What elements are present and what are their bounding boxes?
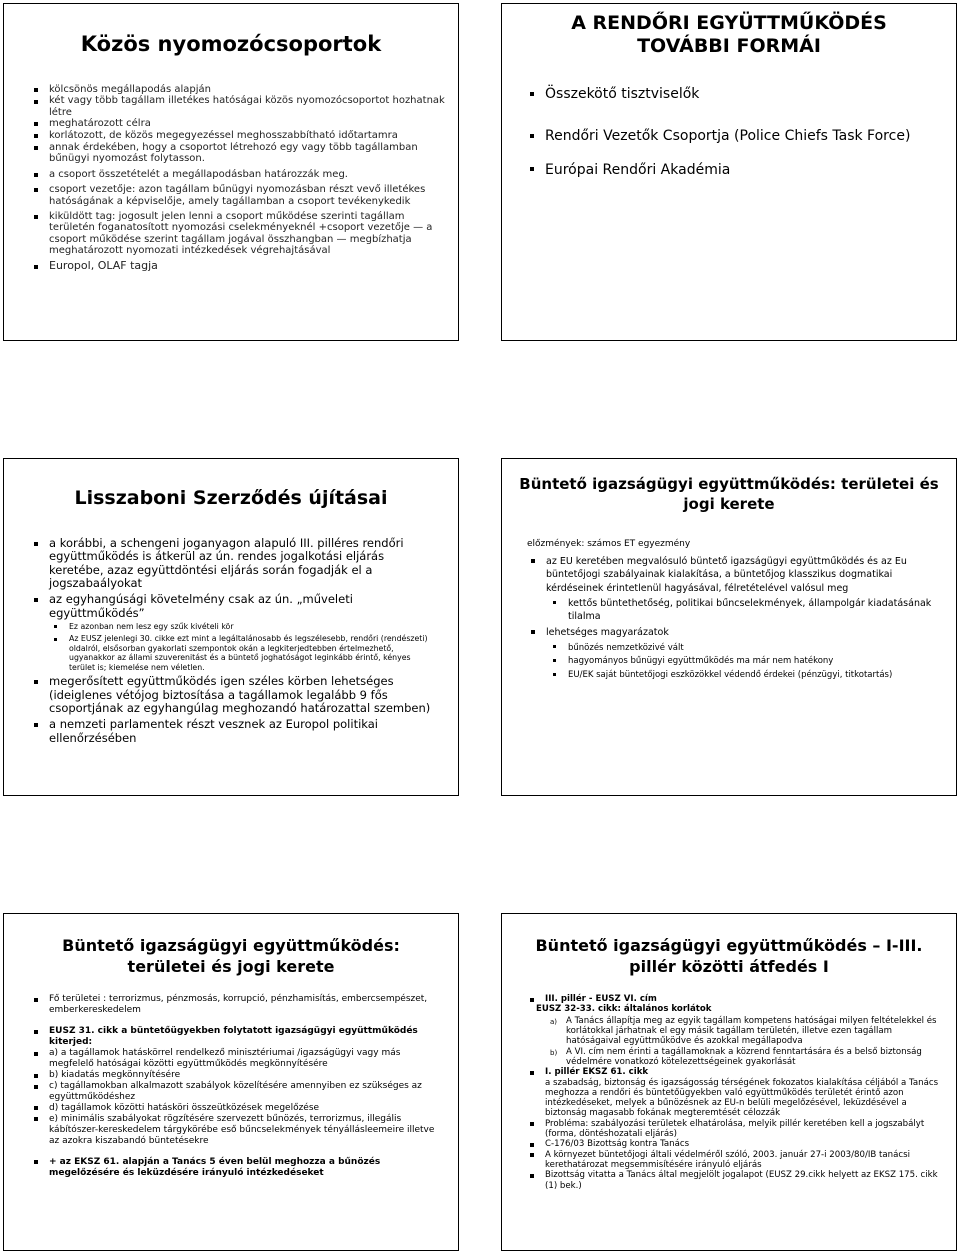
list-item: kölcsönös megállapodás alapján	[30, 84, 448, 95]
sub-list-item: kettős büntethetőség, politikai bűncselekmények, állampolgár kiadatásának tilalma	[549, 597, 942, 624]
list-item: Rendőri Vezetők Csoportja (Police Chiefs Task Force)	[526, 128, 940, 145]
list-item: lehetséges magyarázatok	[527, 626, 942, 639]
slide-title: A RENDŐRI EGYÜTTMŰKÖDÉS TOVÁBBI FORMÁI	[571, 12, 887, 57]
slide-title: Büntető igazságügyi együttműködés: területei és jogi kerete	[519, 475, 939, 513]
list-item: annak érdekében, hogy a csoportot létrehozó egy vagy több tagállamban bűnügyi nyomozást folytasson.	[30, 142, 448, 165]
list-item: a nemzeti parlamentek részt vesznek az Europol politikai ellenőrzésében	[30, 718, 434, 745]
list-item: d) tagállamok közötti hatásköri összeütközések megelőzése	[30, 1103, 442, 1114]
sub-list-item: Az EUSZ jelenlegi 30. cikke ezt mint a legáltalánosabb és legszélesebb, rendőri (rendészeti) oldalról, elsősorban gyakorlati szempontok okán a legkiterjedtebben értelmezhető, ugyanakkor az állami szuverenitást és a büntető joghatóságot leginkább érintő, kényes terület is; kiemelése nem véletlen.	[50, 634, 434, 672]
slide-title: Közös nyomozócsoportok	[80, 32, 382, 56]
bullet-list	[30, 537, 434, 745]
item-text: A Tanács állapítja meg az egyik tagállam kompetens hatóságai milyen feltételekkel és korlátokkal járhatnak el egy másik tagállam területén, illetve ezen tagállam hatóságaival együttműködve és azokkal megállapodva	[566, 1015, 937, 1047]
list-paragraph: a szabadság, biztonság és igazságosság térségének fokozatos kialakítása céljából a Tanács meghozza a rendőri és büntetőügyekben való együttműködés területét érintő azon intézkedéseket, melyek a bűnözésnek az EU-n belüli megelőzésével, leküzdésével a biztonság magasabb fokának megteremtését célozzák	[545, 1077, 939, 1119]
bullet-list	[30, 994, 442, 1179]
list-item: csoport vezetője: azon tagállam bűnügyi nyomozásban részt vevő illetékes hatóságának a képviselője, amely tagállamban a csoport tevékenykedik	[30, 184, 448, 207]
slide-kozos-nyomozocsoportok	[3, 3, 459, 341]
list-item: az egyhangúsági követelmény csak az ún. „műveleti együttműködés”	[30, 593, 434, 620]
slide-bunteto-igazsagugyi-2	[3, 913, 459, 1251]
list-item: meghatározott célra	[30, 118, 448, 129]
list-item: Fő területei : terrorizmus, pénzmosás, korrupció, pénzhamisítás, embercsempészet, emberkereskedelem	[30, 994, 442, 1016]
list-item: III. pillér - EUSZ VI. cím	[526, 994, 944, 1004]
slide-lisszaboni-szerzodes	[3, 458, 459, 796]
list-item: I. pillér EKSZ 61. cikk	[526, 1067, 944, 1077]
sub-list-container	[30, 622, 434, 673]
list-item: A környezet büntetőjogi általi védelméről szóló, 2003. január 27-i 2003/80/IB tanácsi kerethatározat megsemmisítésére irányuló eljárás	[526, 1150, 944, 1171]
list-item: Európai Rendőri Akadémia	[526, 162, 940, 179]
slide-title: Lisszaboni Szerződés újításai	[74, 487, 388, 509]
slide-title: Büntető igazságügyi együttműködés: területei és jogi kerete	[62, 936, 400, 976]
list-item: c) tagállamokban alkalmazott szabályok közelítésére amennyiben ez szükséges az együttműködéshez	[30, 1081, 442, 1103]
sub-list-item: Ez azonban nem lesz egy szűk kivételi kör	[50, 622, 434, 632]
list-item: e) minimális szabályokat rögzítésére szervezett bűnözés, terrorizmus, illegális kábítószer-kereskedelem tárgykörébe eső bűncselekmények tényállásleemeire illetve az azokra kiszabandó büntetésekre	[30, 1114, 442, 1147]
list-item: az EU keretében megvalósuló büntető igazságügyi együttműködés és az Eu büntetőjogi szabályainak kialakítása, a büntetőjog klasszikus dogmatikai kérdéseinek érintetlenül hagyásával, félretételével valósul meg	[527, 555, 942, 595]
sub-list-container	[527, 642, 942, 683]
list-item: C-176/03 Bizottság kontra Tanács	[526, 1139, 944, 1149]
intro-text: előzmények: számos ET egyezmény	[527, 539, 691, 549]
sub-list	[527, 642, 942, 683]
slide-title: Büntető igazságügyi együttműködés – I-III. pillér közötti átfedés I	[535, 936, 923, 976]
list-item: Probléma: szabályozási területek elhatárolása, melyik pillér keretében kell a jogszabályt (forma, döntéshozatali eljárás)	[526, 1119, 944, 1140]
list-item: korlátozott, de közös megegyezéssel meghosszabbítható időtartamra	[30, 130, 448, 141]
item-label: a)	[550, 1018, 558, 1027]
bullet-list	[526, 994, 944, 1191]
bullet-list	[527, 555, 942, 683]
sub-list-container	[527, 597, 942, 624]
list-item: + az EKSZ 61. alapján a Tanács 5 éven belül meghozza a bűnözés megelőzésére és leküzdésére irányuló intézkedéseket	[30, 1157, 442, 1179]
list-item: a) a tagállamok hatáskörrel rendelkező minisztériumai /igazságügyi vagy más megfelelő hatóságai közötti együttműködés megkönnyítésére	[30, 1048, 442, 1070]
sub-list-item: hagyományos bűnügyi együttműködés ma már nem hatékony	[549, 655, 942, 669]
slide-bunteto-igazsagugyi-1	[501, 458, 957, 796]
item-label: b)	[550, 1049, 558, 1057]
bullet-list	[30, 84, 448, 273]
sub-list-item: EU/EK saját büntetőjogi eszközökkel védendő érdekei (pénzügyi, titkotartás)	[549, 669, 942, 683]
labeled-item	[526, 1047, 944, 1068]
list-heading: EUSZ 32-33. cikk: általános korlátok	[536, 1004, 712, 1015]
list-item: b) kiadatás megkönnyítésére	[30, 1070, 442, 1081]
list-item: kiküldött tag: jogosult jelen lenni a csoport működése szerinti tagállam területén foganatosított nyomozási cselekményeknél +csoport vezetője — a csoport működése szerint tagállam jogával összhangban — megbízhatja meghatározott nyomozati intézkedések végrehajtásával	[30, 211, 448, 257]
bullet-list	[526, 86, 940, 178]
list-item: Europol, OLAF tagja	[30, 260, 448, 273]
labeled-item	[526, 1016, 944, 1047]
list-item: EUSZ 31. cikk a büntetőügyekben folytatott igazságügyi együttműködés kiterjed:	[30, 1026, 442, 1048]
list-item: két vagy több tagállam illetékes hatóságai közös nyomozócsoportot hozhatnak létre	[30, 95, 448, 118]
sub-list	[30, 622, 434, 673]
list-item: megerősített együttműködés igen széles körben lehetséges (ideiglenes vétójog biztosítása a tagállamok legalább 9 fős csoportjának az egyhangúlag meghozandó határozattal szemben)	[30, 675, 434, 715]
sub-list	[527, 597, 942, 624]
list-item: a korábbi, a schengeni joganyagon alapuló III. pilléres rendőri együttműködés is átkerül az ún. rendes jogalkotási eljárás keretébe, azaz együttdöntési eljárás során fogadják el a jogszabaályokat	[30, 537, 434, 590]
list-item: a csoport összetételét a megállapodásban határozzák meg.	[30, 169, 448, 180]
item-text: A VI. cím nem érinti a tagállamoknak a közrend fenntartására és a belső biztonság védelmére vonatkozó kötelezettségeinek gyakorlását	[566, 1046, 922, 1067]
sub-list-item: bűnözés nemzetközivé vált	[549, 642, 942, 656]
slide-rendori-egyuttmukodes	[501, 3, 957, 341]
list-item: Bizottság vitatta a Tanács által megjelölt jogalapot (EUSZ 29.cikk helyett az EKSZ 175. cikk (1) bek.)	[526, 1170, 944, 1191]
slide-pillerek-atfedes	[501, 913, 957, 1251]
list-item: Összekötő tisztviselők	[526, 86, 940, 103]
